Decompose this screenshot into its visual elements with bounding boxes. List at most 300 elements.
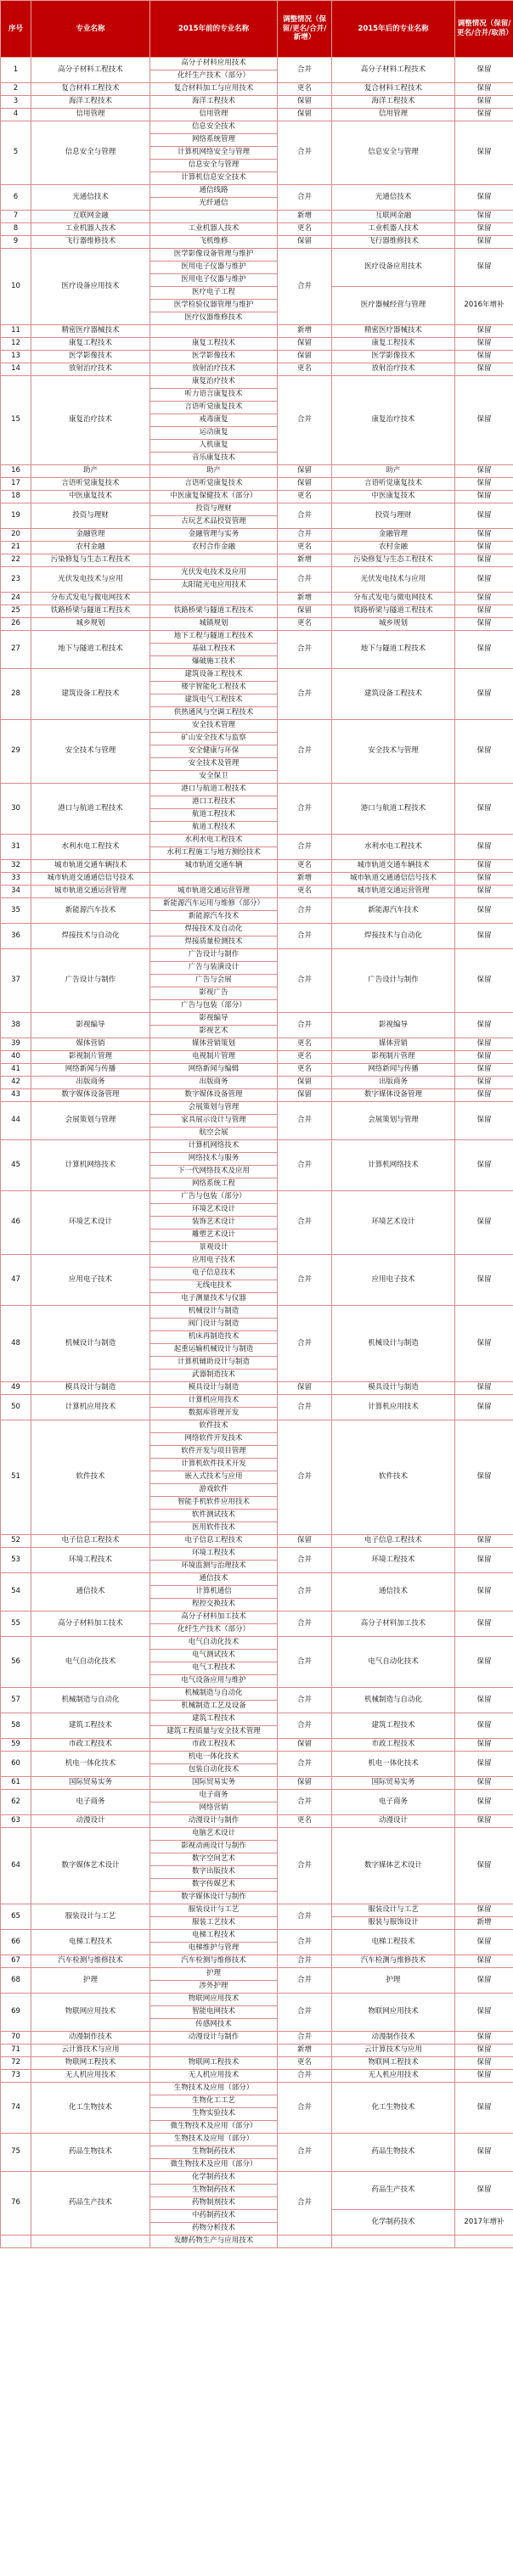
table-row <box>1 1752 513 1764</box>
table-row <box>1 784 513 796</box>
old-major-name: 武器制造技术 <box>150 1370 278 1382</box>
status-cell: 新增 <box>278 593 332 605</box>
major-name: 数字媒体艺术设计 <box>31 1828 150 1904</box>
major-name: 地下与隧道工程技术 <box>31 631 150 669</box>
new-major-name: 医疗设备应用技术 <box>332 249 455 287</box>
old-major-name: 化纤生产技术（部分） <box>150 70 278 83</box>
adjust-cell: 保留 <box>455 1994 513 2032</box>
row-number: 19 <box>1 503 31 529</box>
table-row <box>1 2134 513 2146</box>
empty-cell <box>278 2236 332 2248</box>
major-name: 康复工程技术 <box>31 338 150 351</box>
new-major-name: 助产 <box>332 465 455 478</box>
old-major-name: 数字传媒艺术 <box>150 1879 278 1892</box>
table-row <box>1 338 513 351</box>
new-major-name: 医疗器械经营与管理 <box>332 287 455 325</box>
row-number: 37 <box>1 949 31 1013</box>
status-cell: 保留 <box>278 1382 332 1395</box>
status-cell: 合并 <box>278 669 332 720</box>
old-major-name: 医疗电子工程 <box>150 287 278 300</box>
new-major-name: 精密医疗器械技术 <box>332 325 455 338</box>
new-major-name: 会展策划与管理 <box>332 1102 455 1140</box>
major-name: 飞行器维修技术 <box>31 236 150 249</box>
old-major-name: 计算机辅助设计与制造 <box>150 1357 278 1370</box>
old-major-name: 信息安全技术 <box>150 121 278 134</box>
row-number: 5 <box>1 121 31 185</box>
major-name: 药品生物技术 <box>31 2134 150 2172</box>
old-major-name: 金融管理与实务 <box>150 529 278 542</box>
adjust-cell: 保留 <box>455 1191 513 1255</box>
old-major-name: 数据库管理开发 <box>150 1408 278 1420</box>
new-major-name: 高分子材料工程技术 <box>332 58 455 83</box>
old-major-name: 起重运输机械设计与制造 <box>150 1344 278 1357</box>
row-number: 46 <box>1 1191 31 1255</box>
old-major-name: 光纤通信 <box>150 198 278 211</box>
major-name: 港口与航道工程技术 <box>31 784 150 835</box>
major-name: 环境工程技术 <box>31 1548 150 1573</box>
old-major-name: 医学影像技术 <box>150 351 278 363</box>
old-major-name: 机床再制造技术 <box>150 1331 278 1344</box>
old-major-name: 古玩艺术品投资管理 <box>150 516 278 529</box>
old-major-name: 药物制剂技术 <box>150 2197 278 2210</box>
table-row <box>1 2083 513 2095</box>
old-major-name: 软件开发与项目管理 <box>150 1446 278 1459</box>
table-row <box>1 2236 513 2248</box>
major-name: 新能源汽车技术 <box>31 898 150 924</box>
new-major-name: 计算机网络技术 <box>332 1140 455 1191</box>
table-row <box>1 924 513 936</box>
new-major-name: 地下与隧道工程技术 <box>332 631 455 669</box>
major-name: 环境艺术设计 <box>31 1191 150 1255</box>
status-cell: 合并 <box>278 1637 332 1688</box>
major-name: 影视制片管理 <box>31 1051 150 1064</box>
row-number: 25 <box>1 605 31 618</box>
old-major-name <box>150 554 278 567</box>
old-major-name: 信用管理 <box>150 109 278 121</box>
status-cell: 合并 <box>278 185 332 211</box>
status-cell: 合并 <box>278 567 332 593</box>
new-major-name: 机械制造与自动化 <box>332 1688 455 1713</box>
status-cell: 合并 <box>278 1191 332 1255</box>
adjust-cell: 保留 <box>455 860 513 873</box>
status-cell: 合并 <box>278 2070 332 2083</box>
row-number: 44 <box>1 1102 31 1140</box>
table-row <box>1 1955 513 1968</box>
adjust-cell: 2017年增补 <box>455 2210 513 2236</box>
status-cell: 合并 <box>278 1548 332 1573</box>
major-name: 信用管理 <box>31 109 150 121</box>
adjust-cell: 2016年增补 <box>455 287 513 325</box>
major-name: 出版商务 <box>31 1077 150 1089</box>
old-major-name: 医学检验仪器管理与维护 <box>150 300 278 312</box>
old-major-name: 网络营销 <box>150 1803 278 1815</box>
table-row <box>1 1968 513 1981</box>
row-number: 50 <box>1 1395 31 1420</box>
new-major-name: 城市轨道交通车辆技术 <box>332 860 455 873</box>
table-row <box>1 1637 513 1650</box>
old-major-name: 康复治疗技术 <box>150 376 278 389</box>
old-major-name: 无人机应用技术 <box>150 2070 278 2083</box>
adjust-cell: 保留 <box>455 185 513 211</box>
adjust-cell: 保留 <box>455 1535 513 1548</box>
new-major-name: 放射治疗技术 <box>332 363 455 376</box>
status-cell: 更名 <box>278 1064 332 1077</box>
table-row <box>1 363 513 376</box>
status-cell: 合并 <box>278 1306 332 1382</box>
new-major-name: 动漫设计 <box>332 1815 455 1828</box>
adjust-cell: 保留 <box>455 542 513 554</box>
new-major-name: 服装与服饰设计 <box>332 1917 455 1930</box>
old-major-name: 医用电子仪器与维护 <box>150 274 278 287</box>
old-major-name: 智能手机软件应用技术 <box>150 1497 278 1510</box>
row-number: 16 <box>1 465 31 478</box>
old-major-name: 环境监测与治理技术 <box>150 1561 278 1573</box>
status-cell: 合并 <box>278 1420 332 1535</box>
new-major-name: 机械设计与制造 <box>332 1306 455 1382</box>
table-row <box>1 2032 513 2044</box>
status-cell: 合并 <box>278 1013 332 1038</box>
table-row <box>1 873 513 886</box>
adjust-cell: 保留 <box>455 1077 513 1089</box>
major-name: 铁路桥梁与隧道工程技术 <box>31 605 150 618</box>
table-row <box>1 211 513 223</box>
adjust-cell: 保留 <box>455 2044 513 2057</box>
old-major-name: 运动康复 <box>150 427 278 440</box>
row-number: 27 <box>1 631 31 669</box>
adjust-cell: 保留 <box>455 1752 513 1777</box>
old-major-name: 广告与会展 <box>150 975 278 987</box>
row-number: 30 <box>1 784 31 835</box>
new-major-name: 环境艺术设计 <box>332 1191 455 1255</box>
new-major-name: 市政工程技术 <box>332 1739 455 1752</box>
table-row <box>1 2172 513 2185</box>
adjust-cell: 保留 <box>455 567 513 593</box>
new-major-name: 数字媒体艺术设计 <box>332 1828 455 1904</box>
row-number: 31 <box>1 835 31 860</box>
row-number: 73 <box>1 2070 31 2083</box>
new-major-name: 电子商务 <box>332 1790 455 1815</box>
old-major-name: 媒体营销策划 <box>150 1038 278 1051</box>
major-name: 计算机网络技术 <box>31 1140 150 1191</box>
row-number: 15 <box>1 376 31 465</box>
status-cell: 更名 <box>278 2057 332 2070</box>
new-major-name: 物联网工程技术 <box>332 2057 455 2070</box>
status-cell: 合并 <box>278 835 332 860</box>
status-cell: 合并 <box>278 1968 332 1994</box>
status-cell: 合并 <box>278 1904 332 1930</box>
adjust-cell: 保留 <box>455 325 513 338</box>
status-cell: 新增 <box>278 873 332 886</box>
table-row <box>1 618 513 631</box>
old-major-name: 航空会展 <box>150 1128 278 1140</box>
row-number: 35 <box>1 898 31 924</box>
table-row <box>1 351 513 363</box>
row-number: 39 <box>1 1038 31 1051</box>
major-name: 言语听觉康复技术 <box>31 478 150 491</box>
major-name: 市政工程技术 <box>31 1739 150 1752</box>
status-cell: 合并 <box>278 924 332 949</box>
table-row <box>1 1930 513 1943</box>
major-name: 精密医疗器械技术 <box>31 325 150 338</box>
old-major-name: 城市轨道交通车辆 <box>150 860 278 873</box>
table-row <box>1 1815 513 1828</box>
table-row <box>1 1255 513 1268</box>
old-major-name: 出版商务 <box>150 1077 278 1089</box>
old-major-name: 电气工程技术 <box>150 1662 278 1675</box>
old-major-name: 软件测试技术 <box>150 1510 278 1522</box>
adjust-cell: 保留 <box>455 1140 513 1191</box>
row-number: 40 <box>1 1051 31 1064</box>
row-number: 70 <box>1 2032 31 2044</box>
old-major-name: 人机康复 <box>150 440 278 453</box>
adjust-cell: 保留 <box>455 835 513 860</box>
old-major-name <box>150 211 278 223</box>
table-row <box>1 1790 513 1803</box>
new-major-name: 电梯工程技术 <box>332 1930 455 1955</box>
new-major-name: 计算机应用技术 <box>332 1395 455 1420</box>
new-major-name: 海洋工程技术 <box>332 96 455 109</box>
table-row <box>1 567 513 580</box>
old-major-name: 生物制药技术 <box>150 2185 278 2197</box>
old-major-name: 听力语言康复技术 <box>150 389 278 402</box>
adjust-cell: 保留 <box>455 83 513 96</box>
header-status: 调整情况（保留/更名/合并/新增） <box>278 1 332 58</box>
old-major-name: 电子测量技术与仪器 <box>150 1293 278 1306</box>
adjust-cell: 保留 <box>455 351 513 363</box>
status-cell: 合并 <box>278 58 332 83</box>
row-number: 53 <box>1 1548 31 1573</box>
new-major-name: 通信技术 <box>332 1573 455 1611</box>
table-row <box>1 83 513 96</box>
new-major-name: 焊接技术与自动化 <box>332 924 455 949</box>
row-number: 72 <box>1 2057 31 2070</box>
status-cell: 合并 <box>278 1828 332 1904</box>
old-major-name: 计算机网络技术 <box>150 1140 278 1153</box>
major-name: 软件技术 <box>31 1420 150 1535</box>
new-major-name: 机电一体化技术 <box>332 1752 455 1777</box>
new-major-name: 农村金融 <box>332 542 455 554</box>
adjust-cell: 保留 <box>455 631 513 669</box>
old-major-name: 化纤生产技术（部分） <box>150 1624 278 1637</box>
major-name: 机械设计与制造 <box>31 1306 150 1382</box>
old-major-name: 生物技术及应用（部分） <box>150 2083 278 2095</box>
row-number: 28 <box>1 669 31 720</box>
old-major-name: 中药制药技术 <box>150 2210 278 2223</box>
old-major-name: 航道工程技术 <box>150 822 278 835</box>
status-cell: 合并 <box>278 249 332 325</box>
row-number: 76 <box>1 2172 31 2236</box>
adjust-cell: 保留 <box>455 554 513 567</box>
old-major-name: 微生物技术及应用（部分） <box>150 2159 278 2172</box>
status-cell: 合并 <box>278 1955 332 1968</box>
old-major-name: 下一代网络技术及应用 <box>150 1166 278 1178</box>
adjust-cell: 保留 <box>455 2032 513 2044</box>
row-number: 38 <box>1 1013 31 1038</box>
new-major-name: 软件技术 <box>332 1420 455 1535</box>
row-number: 3 <box>1 96 31 109</box>
adjust-cell: 保留 <box>455 121 513 185</box>
old-major-name: 广告与包装（部分） <box>150 1000 278 1013</box>
old-major-name: 传感网技术 <box>150 2019 278 2032</box>
old-major-name: 高分子材料应用技术 <box>150 58 278 70</box>
major-name: 机电一体化技术 <box>31 1752 150 1777</box>
old-major-name: 放射治疗技术 <box>150 363 278 376</box>
table-row <box>1 1191 513 1204</box>
row-number: 9 <box>1 236 31 249</box>
row-number: 64 <box>1 1828 31 1904</box>
old-major-name: 建筑设备工程技术 <box>150 669 278 682</box>
new-major-name: 媒体营销 <box>332 1038 455 1051</box>
row-number: 74 <box>1 2083 31 2134</box>
row-number: 58 <box>1 1713 31 1739</box>
old-major-name: 网络软件开发技术 <box>150 1433 278 1446</box>
old-major-name: 水利工程施工与地方测绘技术 <box>150 847 278 860</box>
row-number: 63 <box>1 1815 31 1828</box>
status-cell: 合并 <box>278 949 332 1013</box>
major-name: 城乡规划 <box>31 618 150 631</box>
old-major-name: 海洋工程技术 <box>150 96 278 109</box>
old-major-name: 建筑工程质量与安全技术管理 <box>150 1726 278 1739</box>
row-number: 45 <box>1 1140 31 1191</box>
old-major-name: 医学影像设备管理与维护 <box>150 249 278 262</box>
major-name: 模具设计与制造 <box>31 1382 150 1395</box>
major-name: 电气自动化技术 <box>31 1637 150 1688</box>
old-major-name: 信息安全与管理 <box>150 160 278 172</box>
old-major-name: 生物制药技术 <box>150 2146 278 2159</box>
status-cell: 保留 <box>278 605 332 618</box>
old-major-name: 包装自动化技术 <box>150 1764 278 1777</box>
old-major-name: 工业机器人技术 <box>150 223 278 236</box>
status-cell: 更名 <box>278 1051 332 1064</box>
major-name: 会展策划与管理 <box>31 1102 150 1140</box>
row-number: 21 <box>1 542 31 554</box>
major-name: 农村金融 <box>31 542 150 554</box>
major-name: 高分子材料加工技术 <box>31 1611 150 1637</box>
new-major-name: 光伏发电技术与应用 <box>332 567 455 593</box>
new-major-name: 分布式发电与微电网技术 <box>332 593 455 605</box>
table-row <box>1 886 513 898</box>
old-major-name: 电子信息工程技术 <box>150 1535 278 1548</box>
major-name: 投资与理财 <box>31 503 150 529</box>
major-name: 数字媒体设备管理 <box>31 1089 150 1102</box>
status-cell: 合并 <box>278 376 332 465</box>
status-cell: 合并 <box>278 121 332 185</box>
adjust-cell: 保留 <box>455 1930 513 1955</box>
status-cell: 合并 <box>278 1573 332 1611</box>
adjust-cell: 保留 <box>455 1038 513 1051</box>
adjust-cell: 保留 <box>455 1051 513 1064</box>
status-cell: 合并 <box>278 2134 332 2172</box>
adjust-cell: 保留 <box>455 886 513 898</box>
adjust-cell: 保留 <box>455 593 513 605</box>
status-cell: 保留 <box>278 109 332 121</box>
old-major-name: 医用软件技术 <box>150 1522 278 1535</box>
adjust-cell: 保留 <box>455 720 513 784</box>
adjust-cell: 保留 <box>455 1064 513 1077</box>
adjust-cell: 保留 <box>455 1713 513 1739</box>
table-row <box>1 236 513 249</box>
status-cell: 新增 <box>278 211 332 223</box>
table-row <box>1 2044 513 2057</box>
table-row <box>1 1535 513 1548</box>
old-major-name: 广告与装潢设计 <box>150 962 278 975</box>
old-major-name: 楼宇智能化工程技术 <box>150 682 278 695</box>
old-major-name: 化学制药技术 <box>150 2172 278 2185</box>
old-major-name: 动漫设计与制作 <box>150 2032 278 2044</box>
status-cell: 合并 <box>278 1102 332 1140</box>
old-major-name: 数字出版技术 <box>150 1866 278 1879</box>
old-major-name: 网络新闻与编辑 <box>150 1064 278 1077</box>
row-number: 67 <box>1 1955 31 1968</box>
new-major-name: 城市轨道交通运营管理 <box>332 886 455 898</box>
new-major-name: 复合材料工程技术 <box>332 83 455 96</box>
table-row <box>1 1051 513 1064</box>
status-cell: 新增 <box>278 554 332 567</box>
old-major-name: 广告设计与制作 <box>150 949 278 962</box>
new-major-name: 电子信息工程技术 <box>332 1535 455 1548</box>
old-major-name: 模具设计与制造 <box>150 1382 278 1395</box>
old-major-name: 中医康复保健技术（部分） <box>150 491 278 503</box>
major-name: 海洋工程技术 <box>31 96 150 109</box>
old-major-name: 通信技术 <box>150 1573 278 1586</box>
old-major-name: 广告与包装（部分） <box>150 1191 278 1204</box>
old-major-name: 电脑艺术设计 <box>150 1828 278 1841</box>
old-major-name: 智能电网技术 <box>150 2006 278 2019</box>
new-major-name: 医学影像技术 <box>332 351 455 363</box>
adjust-cell: 保留 <box>455 1382 513 1395</box>
row-number: 47 <box>1 1255 31 1306</box>
row-number: 36 <box>1 924 31 949</box>
major-name: 焊接技术与自动化 <box>31 924 150 949</box>
major-name: 电子信息工程技术 <box>31 1535 150 1548</box>
adjust-cell: 保留 <box>455 1739 513 1752</box>
old-major-name: 城市轨道交通运营管理 <box>150 886 278 898</box>
adjust-cell: 保留 <box>455 1777 513 1790</box>
status-cell: 更名 <box>278 860 332 873</box>
old-major-name: 医用电子仪器与维护 <box>150 262 278 274</box>
old-major-name: 言语听觉康复技术 <box>150 478 278 491</box>
table-row <box>1 554 513 567</box>
new-major-name: 建筑设备工程技术 <box>332 669 455 720</box>
row-number: 12 <box>1 338 31 351</box>
old-major-name: 建筑电气工程技术 <box>150 695 278 707</box>
major-name: 建筑工程技术 <box>31 1713 150 1739</box>
new-major-name: 数字媒体设备管理 <box>332 1089 455 1102</box>
row-number: 43 <box>1 1089 31 1102</box>
table-row <box>1 1038 513 1051</box>
major-name: 城市轨道交通运营管理 <box>31 886 150 898</box>
old-major-name: 水利水电工程技术 <box>150 835 278 847</box>
old-major-name: 影视动画设计与制作 <box>150 1841 278 1853</box>
table-row <box>1 1828 513 1841</box>
status-cell: 合并 <box>278 529 332 542</box>
status-cell: 合并 <box>278 1395 332 1420</box>
row-number: 13 <box>1 351 31 363</box>
old-major-name: 网络技术与服务 <box>150 1153 278 1166</box>
table-row <box>1 58 513 70</box>
new-major-name: 高分子材料加工技术 <box>332 1611 455 1637</box>
major-name: 放射治疗技术 <box>31 363 150 376</box>
status-cell: 保留 <box>278 1089 332 1102</box>
table-row <box>1 720 513 733</box>
adjust-cell: 保留 <box>455 1306 513 1382</box>
row-number: 60 <box>1 1752 31 1777</box>
adjust-cell: 保留 <box>455 2083 513 2134</box>
table-row <box>1 1611 513 1624</box>
new-major-name: 环境工程技术 <box>332 1548 455 1573</box>
adjust-cell: 保留 <box>455 2172 513 2210</box>
major-name: 云计算技术与应用 <box>31 2044 150 2057</box>
